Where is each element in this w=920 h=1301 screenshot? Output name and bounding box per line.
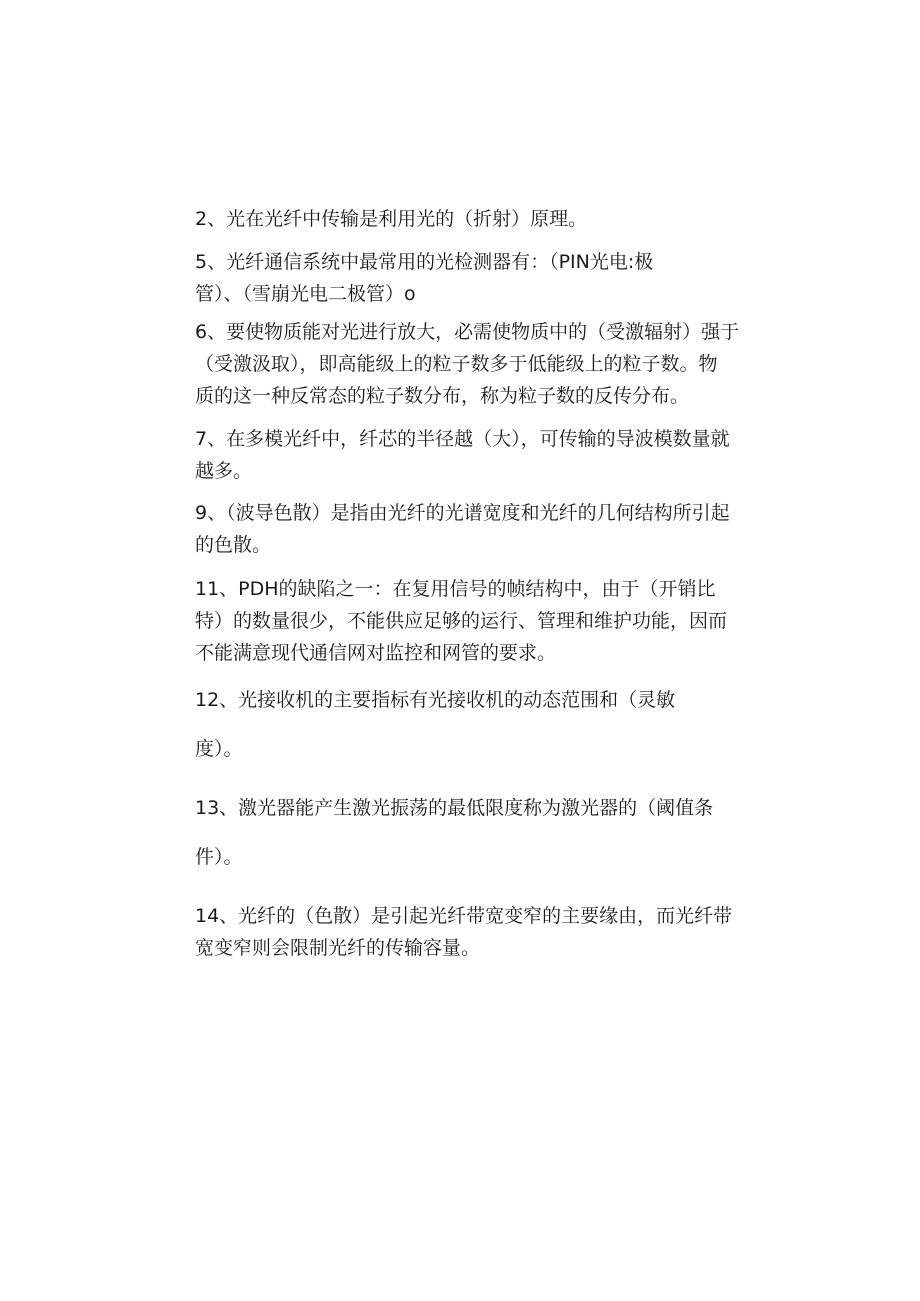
- question-9: [195, 497, 815, 561]
- question-6-line-1: 6、要使物质能对光进行放大，必需使物质中的（受激辐射）强于: [195, 321, 740, 343]
- question-13-line-1: 13、激光器能产生激光振荡的最低限度称为激光器的（阈值条: [195, 797, 714, 819]
- question-5-line-1: 5、光纤通信系统中最常用的光检测器有：（PIN光电:极: [195, 251, 654, 273]
- question-11-line-1: 11、PDH的缺陷之一：在复用信号的帧结构中，由于（开销比: [195, 578, 716, 600]
- question-14: [195, 900, 815, 964]
- question-9-line-2: 的色散。: [195, 534, 272, 556]
- question-14-line-1: 14、光纤的（色散）是引起光纤带宽变窄的主要缘由，而光纤带: [195, 905, 733, 927]
- question-5: [195, 246, 815, 310]
- question-14-line-2: 宽变窄则会限制光纤的传输容量。: [195, 937, 481, 959]
- question-5-line-2: 管）、（雪崩光电二极管）o: [195, 283, 416, 305]
- question-13-line-2: 件）。: [195, 846, 243, 868]
- question-2: [195, 203, 815, 235]
- question-7-line-2: 越多。: [195, 460, 253, 482]
- question-12-continuation: [195, 733, 815, 765]
- question-9-line-1: 9、（波导色散）是指由光纤的光谱宽度和光纤的几何结构所引起: [195, 502, 730, 524]
- question-13: [195, 792, 815, 824]
- question-11-line-2: 特）的数量很少，不能供应足够的运行、管理和维护功能，因而: [195, 610, 728, 632]
- question-13-continuation: [195, 841, 815, 873]
- question-6-line-2: （受激汲取），即高能级上的粒子数多于低能级上的粒子数。物: [195, 353, 718, 375]
- question-6: [195, 316, 815, 412]
- question-2-line-1: 2、光在光纤中传输是利用光的（折射）原理。: [195, 208, 588, 230]
- question-12-line-2: 度）。: [195, 738, 243, 760]
- question-7-line-1: 7、在多模光纤中，纤芯的半径越（大），可传输的导波模数量就: [195, 428, 730, 450]
- question-6-line-3: 质的这一种反常态的粒子数分布，称为粒子数的反传分布。: [195, 385, 690, 407]
- question-12: [195, 684, 815, 716]
- question-7: [195, 423, 815, 487]
- question-11-line-3: 不能满意现代通信网对监控和网管的要求。: [195, 642, 557, 664]
- question-11: [195, 573, 815, 669]
- question-12-line-1: 12、光接收机的主要指标有光接收机的动态范围和（灵敏: [195, 689, 676, 711]
